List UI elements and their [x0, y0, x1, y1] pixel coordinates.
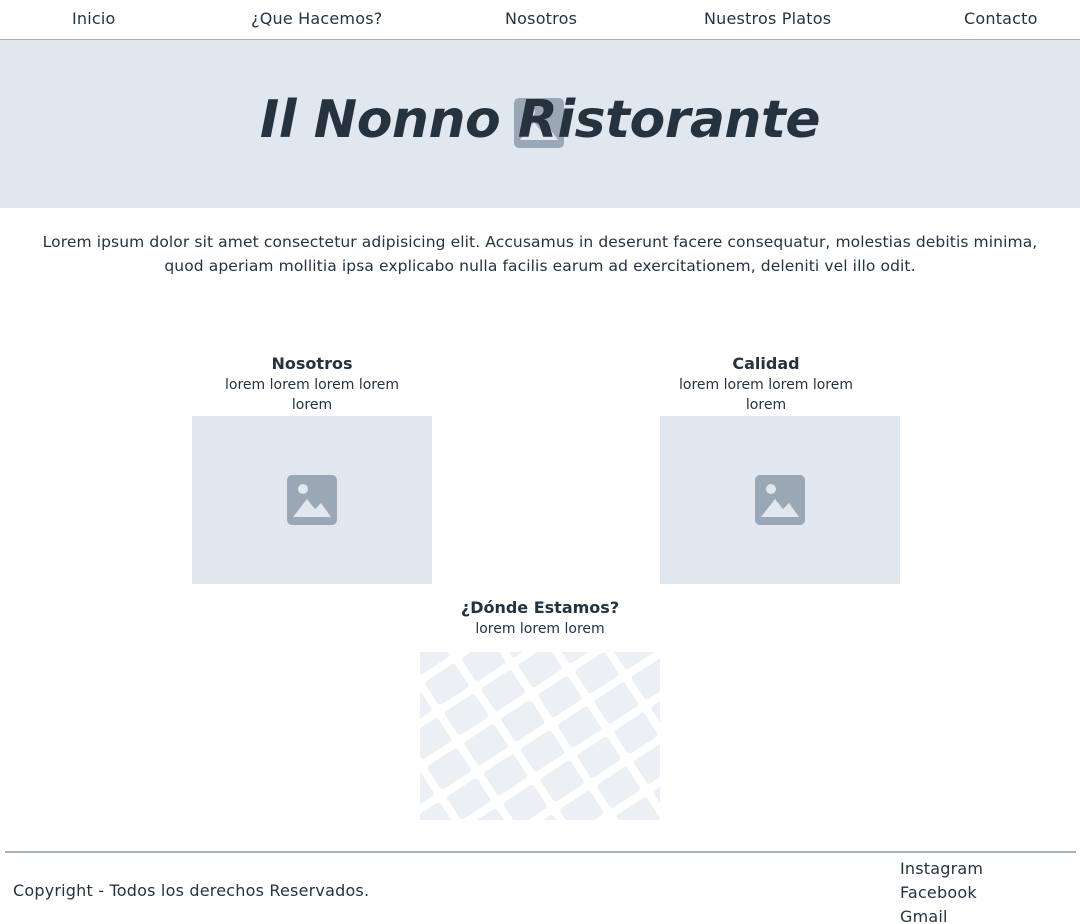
image-icon [755, 475, 805, 525]
page-title: Il Nonno Ristorante [259, 90, 821, 150]
image-placeholder [660, 416, 900, 584]
nav-link-que-hacemos[interactable]: ¿Que Hacemos? [251, 9, 383, 28]
card-title: ¿Dónde Estamos? [460, 598, 620, 617]
footer-divider [5, 851, 1076, 853]
card-calidad-header [666, 353, 866, 415]
map-icon [420, 652, 660, 820]
map-placeholder[interactable] [420, 652, 660, 820]
card-text: lorem lorem lorem lorem lorem [679, 377, 853, 413]
social-link-gmail[interactable]: Gmail [900, 907, 948, 924]
image-placeholder [192, 416, 432, 584]
nav-link-contacto[interactable]: Contacto [964, 9, 1038, 28]
social-link-facebook[interactable]: Facebook [900, 883, 977, 902]
intro-paragraph: Lorem ipsum dolor sit amet consectetur adipisicing elit. Accusamus in deserunt facere consequatur, molestias debitis minima, quod aperiam mollitia ipsa explicabo nulla facilis earum ad exercitationem, deleniti vel illo odit. [42, 233, 1038, 275]
card-text: lorem lorem lorem lorem lorem [225, 377, 399, 413]
nav-link-nuestros-platos[interactable]: Nuestros Platos [704, 9, 832, 28]
nav-link-nosotros[interactable]: Nosotros [505, 9, 578, 28]
card-title: Calidad [732, 354, 800, 373]
top-nav [0, 0, 1080, 40]
card-donde-estamos-header [440, 597, 640, 639]
social-link-instagram[interactable]: Instagram [900, 859, 984, 878]
card-nosotros-header [212, 353, 412, 415]
copyright-text: Copyright - Todos los derechos Reservados. [13, 881, 370, 900]
card-text: lorem lorem lorem [475, 621, 605, 637]
social-links [900, 857, 1050, 924]
nav-link-inicio[interactable]: Inicio [72, 9, 116, 28]
hero-banner [0, 40, 1080, 208]
image-icon [287, 475, 337, 525]
card-title: Nosotros [271, 354, 353, 373]
